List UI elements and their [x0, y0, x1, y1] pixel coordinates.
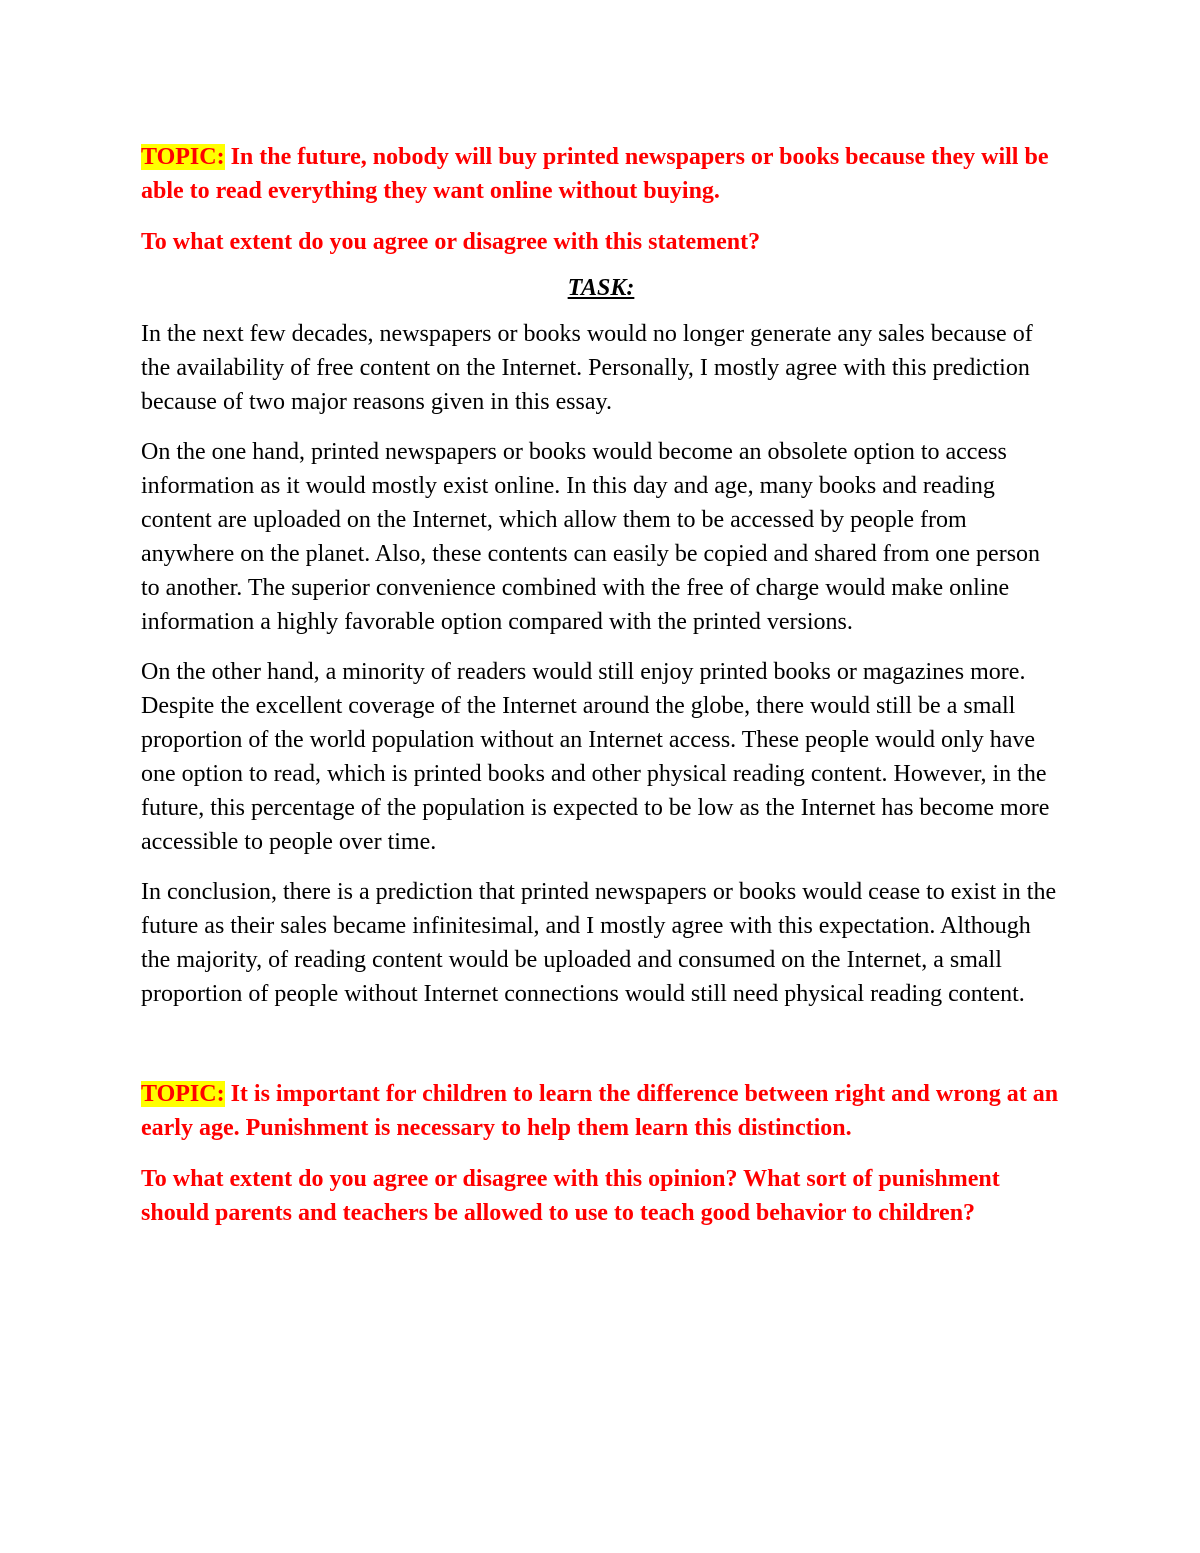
essay1-topic-label: TOPIC: [141, 144, 225, 170]
essay1-topic [141, 140, 1061, 208]
essay1-paragraph-conclusion: In conclusion, there is a prediction that printed newspapers or books would cease to exist in the future as their sales became infinitesimal, and I mostly agree with this expectation. Although the majority, of reading content would be uploaded and consumed on the Internet, a small proportion of people without Internet connections would still need physical reading content. [141, 879, 1057, 1007]
essay1-topic-text: In the future, nobody will buy printed newspapers or books because they will be able to read everything they want online without buying. [141, 144, 1049, 204]
essay2-question: To what extent do you agree or disagree with this opinion? What sort of punishment should parents and teachers be allowed to use to teach good behavior to children? [141, 1166, 1000, 1226]
section-spacer [141, 1027, 1061, 1077]
essay1-question: To what extent do you agree or disagree with this statement? [141, 229, 761, 255]
essay1-paragraph-body-2: On the other hand, a minority of readers would still enjoy printed books or magazines more. Despite the excellent coverage of the Internet around the globe, there would still be a small proportion of the world population without an Internet access. These people would only have one option to read, which is printed books and other physical reading content. However, in the future, this percentage of the population is expected to be low as the Internet has become more accessible to people over time. [141, 659, 1050, 855]
document-page [141, 140, 1061, 1242]
essay1-paragraph-intro: In the next few decades, newspapers or books would no longer generate any sales because of the availability of free content on the Internet. Personally, I mostly agree with this prediction because of two major reasons given in this essay. [141, 321, 1033, 415]
essay1-task-heading: TASK: [567, 275, 635, 301]
essay2-topic-text: It is important for children to learn the difference between right and wrong at an early age. Punishment is necessary to help them learn this distinction. [141, 1081, 1059, 1141]
essay2-topic [141, 1077, 1061, 1145]
essay2-topic-label: TOPIC: [141, 1081, 225, 1107]
essay1-paragraph-body-1: On the one hand, printed newspapers or books would become an obsolete option to access information as it would mostly exist online. In this day and age, many books and reading content are uploaded on the Internet, which allow them to be accessed by people from anywhere on the planet. Also, these contents can easily be copied and shared from one person to another. The superior convenience combined with the free of charge would make online information a highly favorable option compared with the printed versions. [141, 439, 1041, 635]
